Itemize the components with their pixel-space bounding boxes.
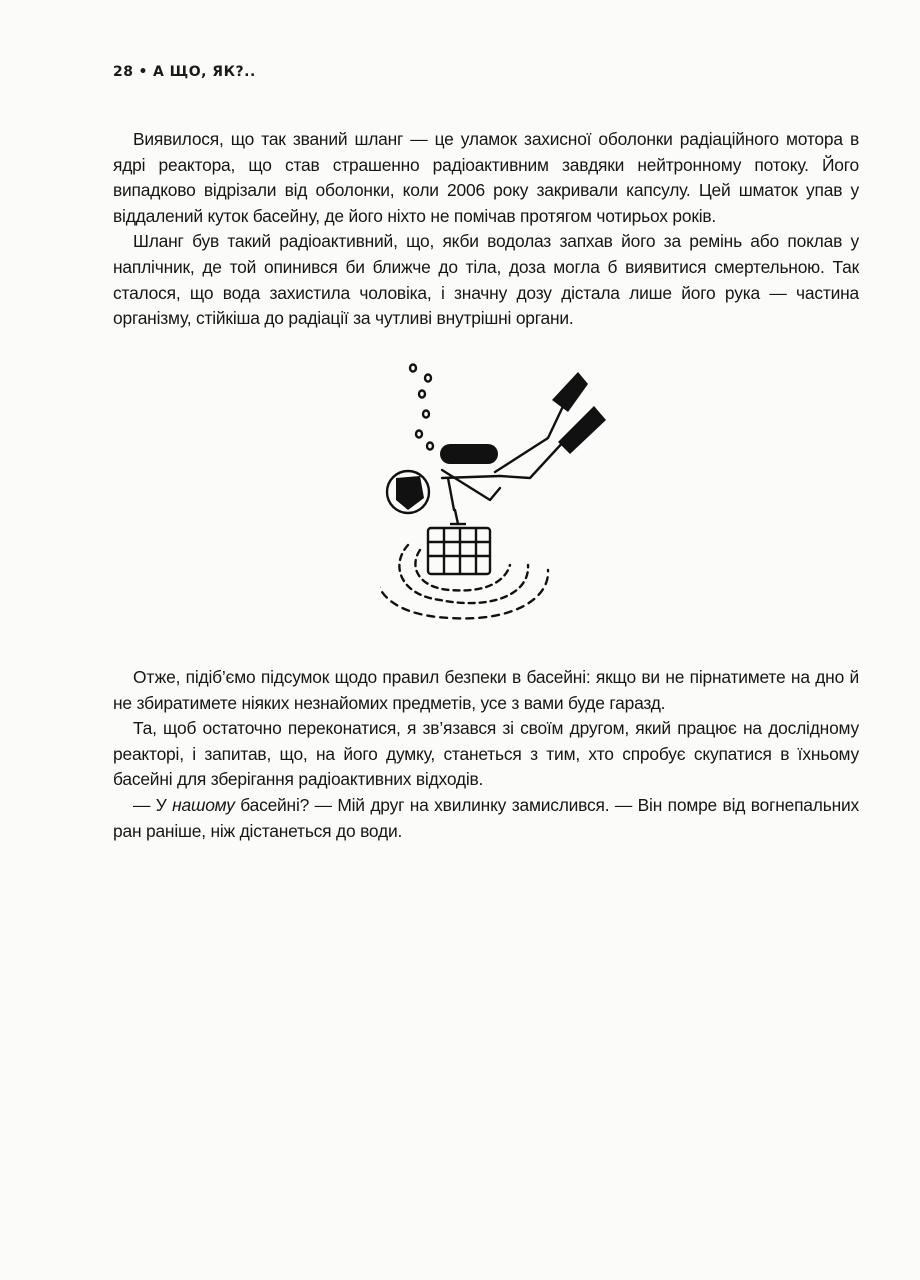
paragraph: Виявилося, що так званий шланг — це уламок захисної оболонки радіаційного мотора в ядрі реактора, що став страшенно радіоактивним завдяки нейтронному потоку. Його випадково відрізали від оболонки, коли 2006 року закривали капсулу. Цей шматок упав у віддалений куток басейну, де його ніхто не помічав протягом чотирьох років. xyxy=(113,129,859,226)
paragraph: Шланг був такий радіоактивний, що, якби водолаз запхав його за ремінь або поклав у наплічник, де той опинився би ближче до тіла, доза могла б виявитися смертельною. Так сталося, що вода захистила чоловіка, і значну дозу дістала лише його рука — частина організму, стійкіша до радіації за чутливі внутрішні органи. xyxy=(113,231,859,329)
text-block-bottom xyxy=(113,665,859,844)
diver-illustration xyxy=(380,360,620,630)
paragraph: Отже, підіб’ємо підсумок щодо правил безпеки в басейні: якщо ви не пірнатимете на дно й не збиратимете ніяких незнайомих предметів, усе з вами буде гаразд. xyxy=(113,667,859,713)
dialogue-suffix: басейні? — Мій друг на хвилинку замислився. — Він помре від вогнепальних ран раніше, ніж дістанеться до води. xyxy=(113,794,859,841)
bullet: • xyxy=(138,64,148,80)
chapter-title: А ЩО, ЯК?.. xyxy=(152,64,256,80)
dialogue-paragraph xyxy=(113,793,859,844)
scuba-diver-with-radioactive-box-icon xyxy=(380,360,620,630)
running-head xyxy=(113,64,256,80)
dialogue-prefix: — У xyxy=(133,794,173,815)
page-number: 28 xyxy=(113,64,134,80)
dialogue-emphasis: нашому xyxy=(172,794,235,815)
paragraph: Та, щоб остаточно переконатися, я зв’язався зі своїм другом, який працює на дослідному реакторі, і запитав, що, на його думку, станеться з тим, хто спробує скупатися в їхньому басейні для зберігання радіоактивних відходів. xyxy=(113,718,859,790)
text-block-top xyxy=(113,127,859,332)
